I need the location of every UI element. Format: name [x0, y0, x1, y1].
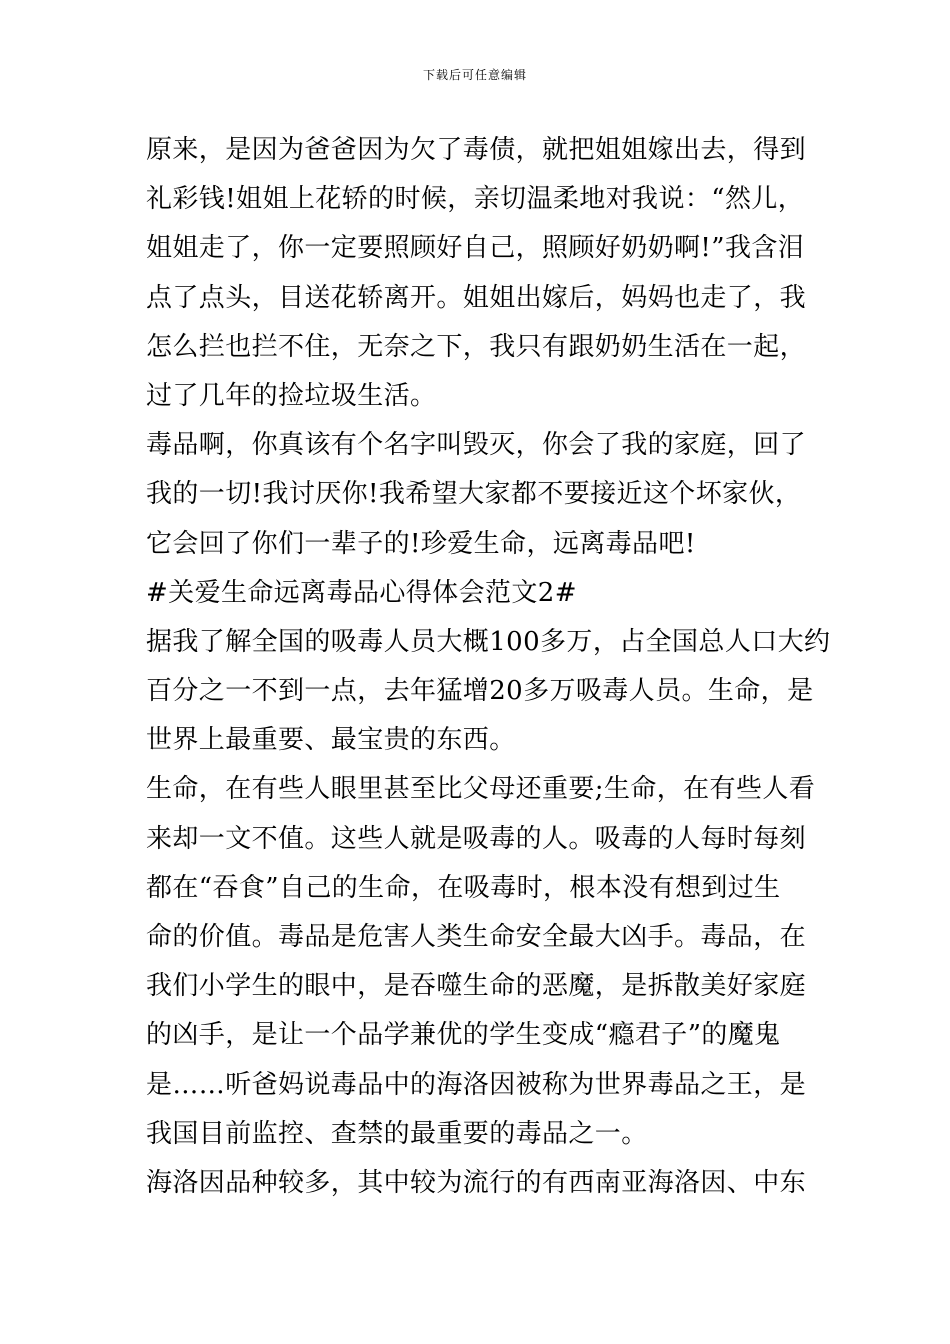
text-line: 据我了解全国的吸毒人员大概100多万，占全国总人口大约 — [146, 626, 831, 657]
text-line: 是……听爸妈说毒品中的海洛因被称为世界毒品之王，是 — [146, 1069, 807, 1100]
text-line: 怎么拦也拦不住，无奈之下，我只有跟奶奶生活在一起， — [146, 331, 807, 362]
text-line: 生命，在有些人眼里甚至比父母还重要;生命，在有些人看 — [146, 774, 816, 805]
text-line: 的凶手，是让一个品学兼优的学生变成“瘾君子”的魔鬼 — [146, 1020, 781, 1051]
text-line: 毒品啊，你真该有个名字叫毁灭，你会了我的家庭，回了 — [146, 430, 807, 461]
text-line: 礼彩钱!姐姐上花轿的时候，亲切温柔地对我说：“然儿， — [146, 184, 805, 215]
text-line: 世界上最重要、最宝贵的东西。 — [146, 725, 516, 756]
text-line: 我们小学生的眼中，是吞噬生命的恶魔，是拆散美好家庭 — [146, 971, 807, 1002]
text-line: 它会回了你们一辈子的!珍爱生命，远离毒品吧! — [146, 528, 696, 559]
text-line: 命的价值。毒品是危害人类生命安全最大凶手。毒品，在 — [146, 922, 807, 952]
text-line: 海洛因品种较多，其中较为流行的有西南亚海洛因、中东 — [146, 1167, 807, 1198]
text-line: 我国目前监控、查禁的最重要的毒品之一。 — [146, 1118, 648, 1149]
text-line: 点了点头，目送花轿离开。姐姐出嫁后，妈妈也走了，我 — [146, 282, 807, 313]
header-note: 下载后可任意编辑 — [422, 68, 527, 82]
text-line: 姐姐走了，你一定要照顾好自己，照顾好奶奶啊!”我含泪 — [146, 233, 805, 264]
text-line: 过了几年的捡垃圾生活。 — [146, 380, 437, 411]
text-line: 都在“吞食”自己的生命，在吸毒时，根本没有想到过生 — [146, 872, 781, 903]
text-line: 来却一文不值。这些人就是吸毒的人。吸毒的人每时每刻 — [146, 823, 807, 854]
document-body — [146, 126, 831, 1208]
section-heading: #关爱生命远离毒品心得体会范文2# — [146, 577, 577, 608]
text-line: 我的一切!我讨厌你!我希望大家都不要接近这个坏家伙， — [146, 479, 802, 510]
text-line: 原来，是因为爸爸因为欠了毒债，就把姐姐嫁出去，得到 — [146, 135, 807, 165]
text-line: 百分之一不到一点，去年猛增20多万吸毒人员。生命，是 — [146, 676, 814, 707]
